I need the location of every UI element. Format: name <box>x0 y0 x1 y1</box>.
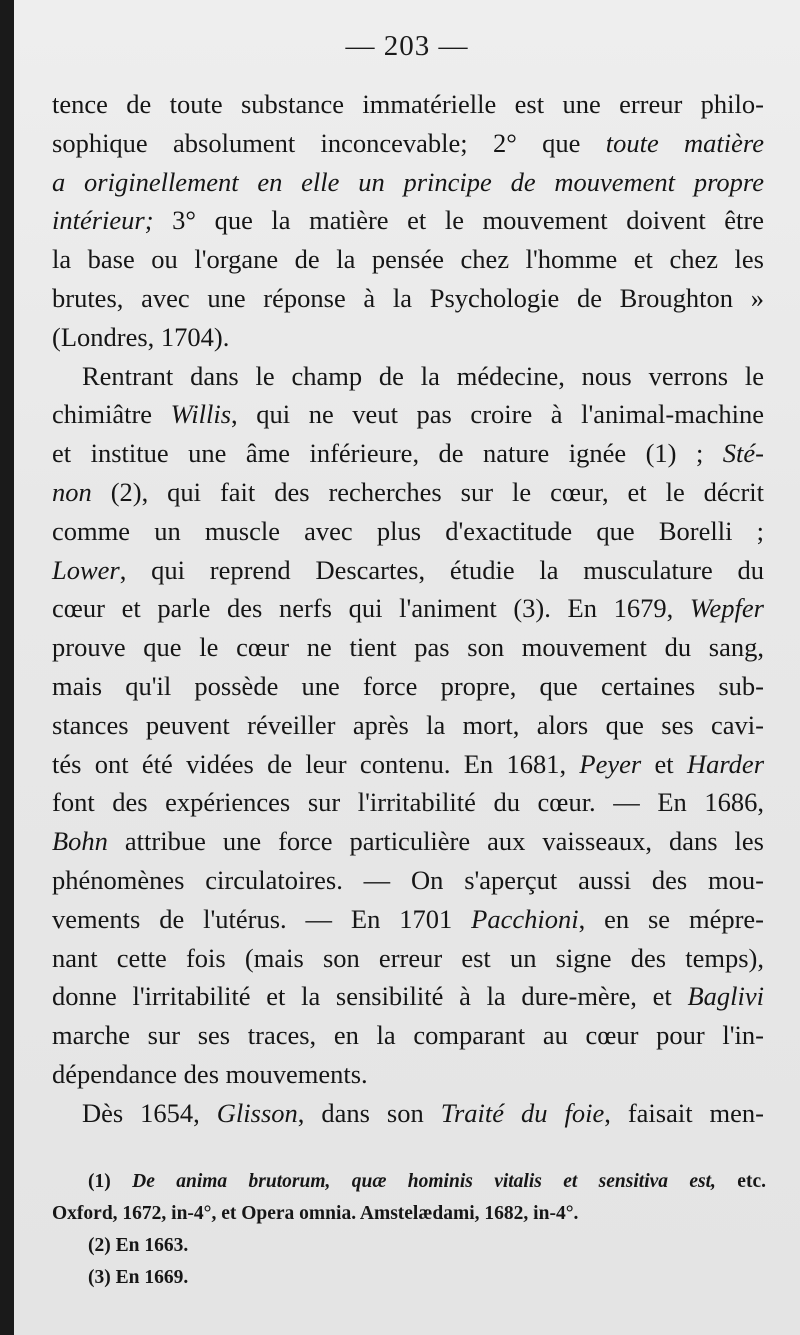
italic-text: Baglivi <box>687 981 764 1012</box>
text-run: nant cette fois (mais son erreur est un signe des temps), <box>52 942 764 973</box>
text-run: etc. <box>715 1171 766 1192</box>
italic-text: Willis <box>170 399 232 430</box>
text-line <box>52 240 764 279</box>
text-run: brutes, avec une réponse à la Psychologie de Broughton » <box>52 282 764 313</box>
text-line <box>52 434 764 473</box>
italic-text: Wepfer <box>689 593 764 624</box>
text-line <box>52 473 764 512</box>
text-line <box>52 201 764 240</box>
text-run: phénomènes circulatoires. — On s'aperçut aussi des mou- <box>52 864 764 895</box>
italic-text: Sté- <box>722 438 764 469</box>
italic-text: Harder <box>686 748 765 779</box>
text-line <box>52 279 764 318</box>
text-run: , qui reprend Descartes, étudie la musculature du <box>119 554 764 585</box>
text-run: et institue une âme inférieure, de nature ignée (1) ; <box>52 438 723 469</box>
text-run: comme un muscle avec plus d'exactitude que Borelli ; <box>52 515 764 546</box>
footnotes <box>52 1166 766 1294</box>
text-line <box>52 900 764 939</box>
text-run: , dans son <box>297 1097 441 1128</box>
text-line <box>52 85 764 124</box>
text-line <box>52 395 764 434</box>
text-line <box>52 589 764 628</box>
text-run: tence de toute substance immatérielle est une erreur philo- <box>52 89 764 119</box>
text-run: Rentrant dans le champ de la médecine, nous verrons le <box>82 360 764 391</box>
text-run: (3) En 1669. <box>88 1267 189 1288</box>
text-run: Oxford, 1672, in-4°, et Opera omnia. Amstelædami, 1682, in-4°. <box>52 1203 579 1224</box>
text-line <box>52 512 764 551</box>
text-line <box>52 357 764 396</box>
text-line <box>52 1094 764 1133</box>
text-line <box>52 1055 764 1094</box>
text-run: font des expériences sur l'irritabilité du cœur. — En 1686, <box>52 787 764 818</box>
italic-text: intérieur; <box>52 205 154 236</box>
footnote-line <box>52 1166 766 1198</box>
text-line <box>52 706 764 745</box>
text-line <box>52 667 764 706</box>
text-line <box>52 1016 764 1055</box>
text-run: stances peuvent réveiller après la mort, alors que ses cavi- <box>52 709 764 740</box>
text-line <box>52 822 764 861</box>
text-run: , faisait men- <box>604 1097 764 1128</box>
text-line <box>52 861 764 900</box>
text-run: prouve que le cœur ne tient pas son mouvement du sang, <box>52 632 764 663</box>
text-run: tés ont été vidées de leur contenu. En 1681, <box>52 748 580 779</box>
italic-text: Lower <box>52 554 120 585</box>
text-run: attribue une force particulière aux vaisseaux, dans les <box>107 826 764 857</box>
text-line <box>52 939 764 978</box>
text-run: la base ou l'organe de la pensée chez l'homme et chez les <box>52 244 764 275</box>
footnote-line <box>52 1198 766 1230</box>
text-run: , en se mépre- <box>578 903 764 934</box>
text-run: donne l'irritabilité et la sensibilité à la dure-mère, et <box>52 981 688 1012</box>
text-run: Dès 1654, <box>82 1097 217 1128</box>
text-run: marche sur ses traces, en la comparant au cœur pour l'in- <box>52 1020 764 1051</box>
text-run: vements de l'utérus. — En 1701 <box>52 903 472 934</box>
page-number: — 203 — <box>345 30 469 62</box>
italic-text: Glisson <box>216 1097 298 1128</box>
text-run: mais qu'il possède une force propre, que certaines sub- <box>52 670 764 701</box>
text-run: sophique absolument inconcevable; 2° que <box>52 127 606 158</box>
italic-text: Traité du foie <box>440 1097 605 1128</box>
text-line <box>52 628 764 667</box>
body-text <box>52 85 764 1133</box>
italic-text: non <box>52 476 92 507</box>
text-run: (Londres, 1704). <box>52 321 230 352</box>
text-line <box>52 551 764 590</box>
text-run: cœur et parle des nerfs qui l'animent (3). En 1679, <box>52 593 690 624</box>
text-line <box>52 318 764 357</box>
italic-text: De anima brutorum, quæ hominis vitalis et sensitiva est, <box>132 1171 716 1192</box>
text-run: chimiâtre <box>52 399 171 430</box>
text-run: (2) En 1663. <box>88 1235 189 1256</box>
text-run: dépendance des mouvements. <box>52 1058 368 1089</box>
text-line <box>52 783 764 822</box>
italic-text: toute matière <box>605 127 765 158</box>
text-run: et <box>641 748 687 779</box>
text-run: , qui ne veut pas croire à l'animal-machine <box>231 399 764 430</box>
text-line <box>52 163 764 202</box>
text-line <box>52 124 764 163</box>
italic-text: Pacchioni <box>471 903 579 934</box>
text-run: (2), qui fait des recherches sur le cœur, et le décrit <box>91 476 764 507</box>
italic-text: Peyer <box>579 748 642 779</box>
footnote-line <box>52 1262 766 1294</box>
footnote-line <box>52 1230 766 1262</box>
text-line <box>52 977 764 1016</box>
italic-text: Bohn <box>52 826 108 857</box>
text-run: 3° que la matière et le mouvement doivent être <box>153 205 764 236</box>
italic-text: a originellement en elle un principe de mouvement propre <box>52 166 764 197</box>
book-page <box>14 0 800 1335</box>
text-line <box>52 745 764 784</box>
text-run: (1) <box>88 1171 133 1192</box>
